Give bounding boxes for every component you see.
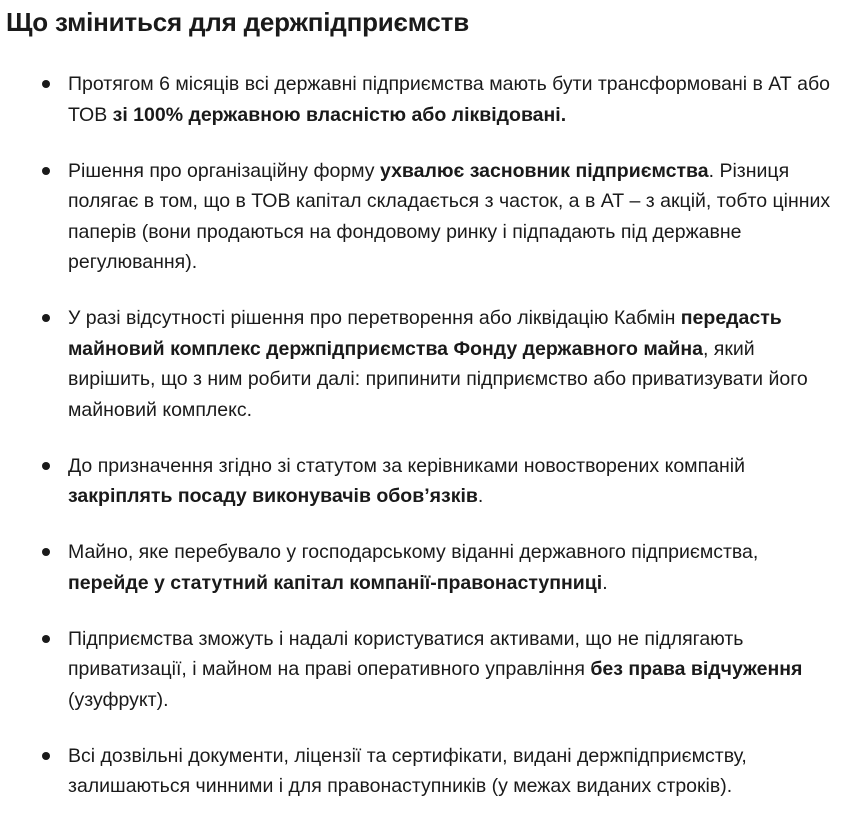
item-bold-text: закріплять посаду виконувачів обов’язків xyxy=(68,485,478,507)
item-bold-text: зі 100% державною власністю або ліквідовані. xyxy=(112,103,567,126)
item-text: . Різниця полягає в том, що в ТОВ капітал складається з часток, а в АТ – з акцій, тобто цінних паперів (вони продаються на фондовому ринку і підпадають під державне регулювання). xyxy=(68,159,831,273)
item-text: , який вирішить, що з ним робити далі: припинити підприємство або приватизувати його майновий комплекс. xyxy=(68,337,808,421)
item-text: Майно, яке перебувало у господарському віданні державного підприємства, xyxy=(68,541,759,563)
list-item xyxy=(6,624,833,716)
bullet-icon xyxy=(42,635,50,643)
list-item xyxy=(6,741,833,802)
item-bold-text: перейде у статутний капітал компанії-правонаступниці xyxy=(68,571,603,594)
bullet-icon xyxy=(42,314,50,322)
bullet-icon xyxy=(42,167,50,175)
item-text: . xyxy=(477,485,484,507)
section-heading: Що зміниться для держпідприємств xyxy=(6,7,469,37)
bullet-icon xyxy=(42,80,50,88)
list-item xyxy=(6,451,833,512)
item-text: У разі відсутності рішення про перетворення або ліквідацію Кабмін xyxy=(68,307,681,329)
bullet-icon xyxy=(42,548,50,556)
item-text: Всі дозвільні документи, ліцензії та сертифікати, видані держпідприємству, залишаються чинними і для правонаступників (у межах виданих строків). xyxy=(68,744,747,797)
item-bold-text: ухвалює засновник підприємства xyxy=(379,159,709,182)
list-item xyxy=(6,69,833,130)
list-item xyxy=(6,303,833,425)
item-text: Протягом 6 місяців всі державні підприємства мають бути трансформовані в АТ або ТОВ xyxy=(68,73,830,126)
item-text: (узуфрукт). xyxy=(68,688,169,711)
item-text: Рішення про організаційну форму xyxy=(68,159,380,182)
item-text: До призначення згідно зі статутом за керівниками новостворених компаній xyxy=(68,454,745,477)
item-text: Підприємства зможуть і надалі користуватися активами, що не підлягають приватизації, і майном на праві оперативного управління xyxy=(68,627,744,680)
changes-list xyxy=(6,69,833,802)
item-bold-text: без права відчуження xyxy=(590,658,803,680)
list-item xyxy=(6,156,833,278)
list-item xyxy=(6,537,833,598)
bullet-icon xyxy=(42,462,50,470)
bullet-icon xyxy=(42,752,50,760)
item-text: . xyxy=(602,571,608,594)
item-bold-text: передасть майновий комплекс держпідприємства Фонду державного майна xyxy=(68,307,782,360)
